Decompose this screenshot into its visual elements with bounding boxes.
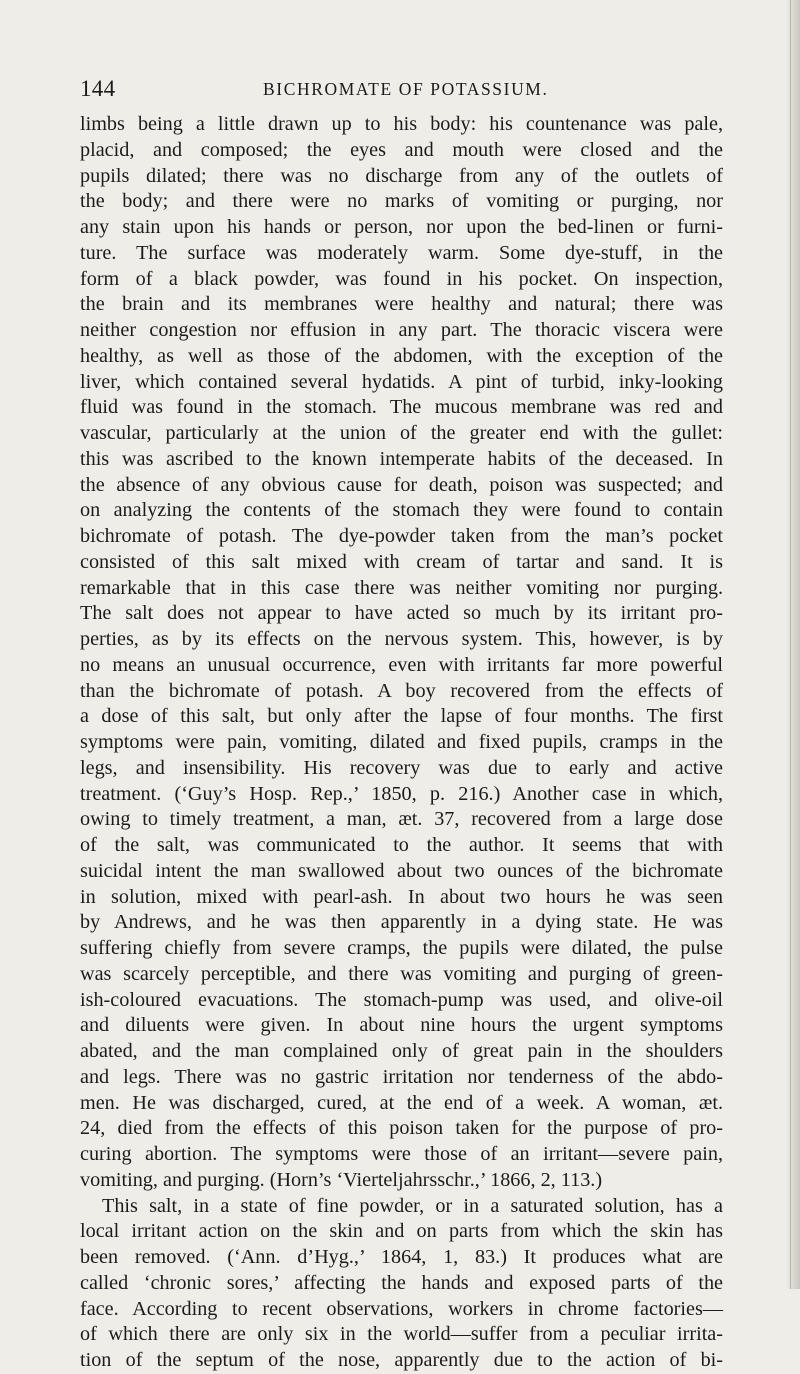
page-number: 144 <box>80 76 116 101</box>
text-line: vascular, particularly at the union of the greater end with the gullet: <box>80 422 723 444</box>
text-line: neither congestion nor effusion in any part. The thoracic viscera were <box>80 319 723 341</box>
text-line: the body; and there were no marks of vomiting or purging, nor <box>80 190 723 213</box>
text-line: this was ascribed to the known intemperate habits of the deceased. In <box>80 447 723 470</box>
text-line: liver, which contained several hydatids. A pint of turbid, inky-looking <box>80 370 723 393</box>
text-line: healthy, as well as those of the abdomen, with the exception of the <box>80 344 723 367</box>
text-line: been removed. (‘Ann. d’Hyg.,’ 1864, 1, 83.) It produces what are <box>80 1246 723 1268</box>
text-line: any stain upon his hands or person, nor upon the bed-linen or furni- <box>80 216 723 238</box>
text-line: ish-coloured evacuations. The stomach-pump was used, and olive-oil <box>80 988 723 1011</box>
text-line: was scarcely perceptible, and there was vomiting and purging of green- <box>80 962 723 985</box>
text-line: tion of the septum of the nose, apparently due to the action of bi- <box>80 1349 723 1371</box>
text-line: limbs being a little drawn up to his body: his countenance was pale, <box>80 113 723 135</box>
text-line: by Andrews, and he was then apparently in a dying state. He was <box>80 911 723 934</box>
text-line: the brain and its membranes were healthy and natural; there was <box>80 293 723 316</box>
text-line: treatment. (‘Guy’s Hosp. Rep.,’ 1850, p. 216.) Another case in which, <box>80 782 723 805</box>
text-line: suffering chiefly from severe cramps, the pupils were dilated, the pulse <box>80 937 723 959</box>
page-edge <box>786 0 800 1289</box>
text-line: men. He was discharged, cured, at the end of a week. A woman, æt. <box>80 1091 723 1114</box>
text-line: the absence of any obvious cause for death, poison was suspected; and <box>80 473 723 496</box>
text-line: owing to timely treatment, a man, æt. 37, recovered from a large dose <box>80 808 723 831</box>
text-line: of the salt, was communicated to the author. It seems that with <box>80 834 723 856</box>
text-line: of which there are only six in the world—suffer from a peculiar irrita- <box>80 1323 723 1346</box>
text-line: vomiting, and purging. (Horn’s ‘Vierteljahrsschr.,’ 1866, 2, 113.) <box>80 1168 603 1191</box>
text-line: consisted of this salt mixed with cream of tartar and sand. It is <box>80 550 723 573</box>
text-line: symptoms were pain, vomiting, dilated and fixed pupils, cramps in the <box>80 731 723 753</box>
text-line: and diluents were given. In about nine hours the urgent symptoms <box>80 1014 723 1037</box>
text-line: fluid was found in the stomach. The mucous membrane was red and <box>80 396 723 419</box>
text-line: ture. The surface was moderately warm. Some dye-stuff, in the <box>80 241 723 264</box>
text-line: bichromate of potash. The dye-powder taken from the man’s pocket <box>80 525 723 547</box>
text-line: suicidal intent the man swallowed about two ounces of the bichromate <box>80 859 723 882</box>
text-line: and legs. There was no gastric irritation nor tenderness of the abdo- <box>80 1065 723 1088</box>
page-edge-line <box>790 0 791 1289</box>
text-line: form of a black powder, was found in his pocket. On inspection, <box>80 267 723 290</box>
text-line: in solution, mixed with pearl-ash. In about two hours he was seen <box>80 885 723 908</box>
running-title: BICHROMATE OF POTASSIUM. <box>263 79 549 99</box>
text-line: The salt does not appear to have acted so much by its irritant pro- <box>80 602 723 625</box>
text-line: no means an unusual occurrence, even with irritants far more powerful <box>80 653 723 676</box>
text-line: pupils dilated; there was no discharge from any of the outlets of <box>80 164 723 187</box>
text-line: remarkable that in this case there was neither vomiting nor purging. <box>80 576 723 599</box>
text-line: legs, and insensibility. His recovery was due to early and active <box>80 756 723 779</box>
text-line: perties, as by its effects on the nervous system. This, however, is by <box>80 628 723 650</box>
text-line: called ‘chronic sores,’ affecting the hands and exposed parts of the <box>80 1271 723 1294</box>
text-line: curing abortion. The symptoms were those of an irritant—severe pain, <box>80 1143 723 1165</box>
paragraph-first-line: This salt, in a state of fine powder, or in a saturated solution, has a <box>102 1194 723 1217</box>
running-head <box>80 76 720 106</box>
text-line: on analyzing the contents of the stomach they were found to contain <box>80 499 723 522</box>
text-line: local irritant action on the skin and on parts from which the skin has <box>80 1220 723 1243</box>
text-line: abated, and the man complained only of great pain in the shoulders <box>80 1040 723 1062</box>
body-text <box>80 112 723 1374</box>
text-line: than the bichromate of potash. A boy recovered from the effects of <box>80 679 723 702</box>
text-line: placid, and composed; the eyes and mouth were closed and the <box>80 138 723 161</box>
text-line: 24, died from the effects of this poison taken for the purpose of pro- <box>80 1117 723 1140</box>
text-line: a dose of this salt, but only after the lapse of four months. The first <box>80 705 723 728</box>
text-line: face. According to recent observations, workers in chrome factories— <box>80 1297 723 1320</box>
